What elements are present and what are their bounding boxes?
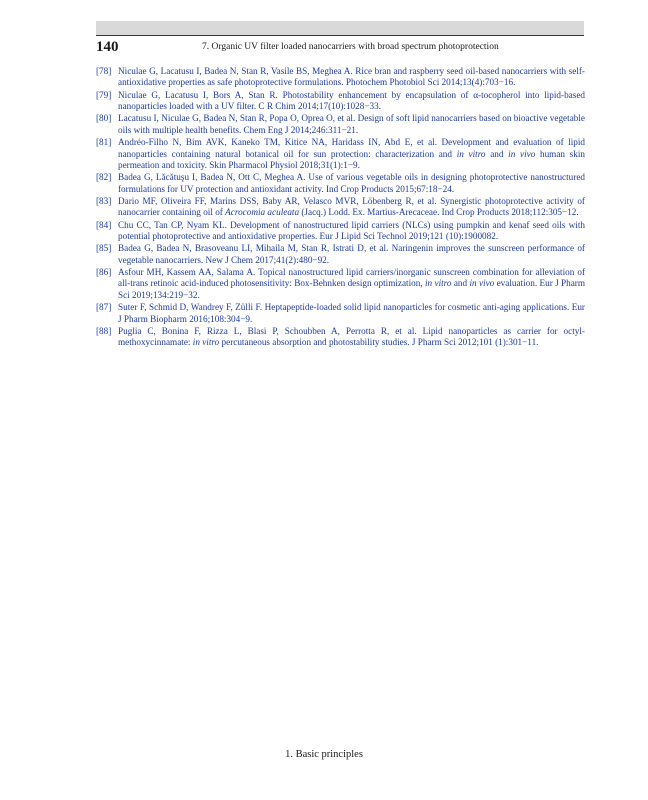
- reference-text: [118, 137, 585, 171]
- reference-text-segment: percutaneous absorption and photostability studies. J Pharm Sci 2012;101 (1):301−11.: [219, 337, 539, 348]
- reference-entry: [96, 326, 585, 349]
- reference-number: [84]: [96, 219, 112, 230]
- reference-entry: [96, 113, 585, 136]
- reference-text-italic: in vivo: [508, 148, 536, 159]
- reference-entry: [96, 267, 585, 301]
- reference-number: [82]: [96, 172, 112, 183]
- reference-text: [118, 66, 585, 89]
- reference-entry: [96, 302, 585, 325]
- reference-text: [118, 220, 585, 243]
- reference-number: [81]: [96, 137, 112, 148]
- reference-text: [118, 196, 585, 219]
- running-head: 7. Organic UV filter loaded nanocarriers with broad spectrum photoprotection: [202, 42, 499, 52]
- reference-text: [118, 113, 585, 136]
- reference-text-segment: Asfour MH, Kassem AA, Salama A. Topical nanostructured lipid carriers/inorganic sunscreen combination for alleviation of all-trans retinoic acid-induced photosensitivity: Box-Behnken design optimization,: [118, 267, 585, 289]
- reference-number: [86]: [96, 267, 112, 278]
- reference-entry: [96, 196, 585, 219]
- reference-number: [78]: [96, 66, 112, 76]
- reference-entry: [96, 172, 585, 195]
- reference-text-segment: human skin permeation and toxicity. Skin Pharmacol Physiol 2018;31(1):1−9.: [118, 148, 586, 170]
- reference-text-italic: in vitro: [425, 278, 452, 289]
- reference-number: [85]: [96, 243, 112, 254]
- reference-text-segment: and: [451, 278, 470, 289]
- reference-text-segment: Puglia C, Bonina F, Rizza L, Blasi P, Schoubben A, Perrotta R, et al. Lipid nanoparticles as carrier for octyl-methoxycinnamate:: [118, 325, 585, 348]
- reference-text-italic: in vitro: [192, 337, 220, 348]
- reference-entry: [96, 90, 585, 113]
- reference-text: [118, 302, 585, 325]
- reference-text-segment: (Jacq.) Lodd. Ex. Martius-Arecaceae. Ind Crop Products 2018;112:305−12.: [299, 207, 579, 218]
- reference-number: [88]: [96, 325, 112, 336]
- reference-entry: [96, 243, 585, 266]
- reference-text-segment: Lacatusu I, Niculae G, Badea N, Stan R, Popa O, Oprea O, et al. Design of soft lipid nanocarriers based on bioactive vegetable oils with multiple health benefits. Chem Eng J 2014;246:311−21.: [118, 113, 585, 135]
- reference-text: [118, 326, 585, 349]
- reference-text-segment: evaluation. Eur J Pharm Sci 2019;134:219−32.: [118, 278, 585, 300]
- reference-number: [80]: [96, 113, 112, 124]
- reference-number: [87]: [96, 302, 112, 313]
- reference-list: [96, 66, 585, 350]
- reference-entry: [96, 66, 585, 89]
- reference-text-segment: Niculae G, Lacatusu I, Bors A, Stan R. Photostability enhancement by encapsulation of α-tocopherol into lipid-based nanoparticles loaded with a UV filter. C R Chim 2014;17(10):1028−33.: [118, 89, 585, 112]
- footer-section-title: 1. Basic principles: [285, 749, 363, 760]
- reference-text-segment: Badea G, Badea N, Brasoveanu LI, Mihaila M, Stan R, Istrati D, et al. Naringenin improves the sunscreen performance of vegetable nanocarriers. New J Chem 2017;41(2):480−92.: [118, 243, 585, 265]
- reference-entry: [96, 220, 585, 243]
- reference-text-segment: Suter F, Schmid D, Wandrey F, Zülli F. Heptapeptide-loaded solid lipid nanoparticles for cosmetic anti-aging applications. Eur J Pharm Biopharm 2016;108:304−9.: [118, 302, 585, 324]
- reference-text-italic: Acrocomia aculeata: [225, 207, 300, 218]
- reference-text: [118, 243, 585, 266]
- reference-text-segment: Niculae G, Lacatusu I, Badea N, Stan R, Vasile BS, Meghea A. Rice bran and raspberry seed oil-based nanocarriers with self-antioxidative properties as safe photoprotective formulations. Photochem Photobiol Sci 2014;13(4):703−16.: [118, 66, 585, 88]
- header-band: [96, 21, 584, 35]
- reference-entry: [96, 137, 585, 171]
- reference-text: [118, 267, 585, 301]
- reference-text-italic: in vitro: [456, 148, 486, 159]
- reference-text-segment: Dario MF, Oliveira FF, Marins DSS, Baby AR, Velasco MVR, Löbenberg R, et al. Synergistic photoprotective activity of nanocarrier containing oil of: [118, 195, 585, 218]
- reference-text-italic: in vivo: [469, 278, 495, 289]
- reference-text-segment: and: [485, 148, 509, 159]
- page-number: 140: [96, 39, 119, 55]
- reference-text: [118, 172, 585, 195]
- reference-text: [118, 90, 585, 113]
- reference-text-segment: Badea G, Lăcătuşu I, Badea N, Ott C, Meghea A. Use of various vegetable oils in designing photoprotective nanostructured formulations for UV protection and antioxidant activity. Ind Crop Products 2015;67:18−24.: [118, 172, 585, 194]
- reference-number: [79]: [96, 89, 112, 100]
- reference-text-segment: Chu CC, Tan CP, Nyam KL. Development of nanostructured lipid carriers (NLCs) using pumpkin and kenaf seed oils with potential photoprotective and antioxidative properties. Eur J Lipid Sci Technol 2019;121 (10):1900082.: [118, 219, 585, 242]
- reference-number: [83]: [96, 195, 112, 206]
- reference-text-segment: Andréo-Filho N, Bim AVK, Kaneko TM, Kitice NA, Haridass IN, Abd E, et al. Development and evaluation of lipid nanoparticles containing natural botanical oil for sun protection: characterization and: [118, 137, 585, 159]
- header-rule: [96, 35, 584, 36]
